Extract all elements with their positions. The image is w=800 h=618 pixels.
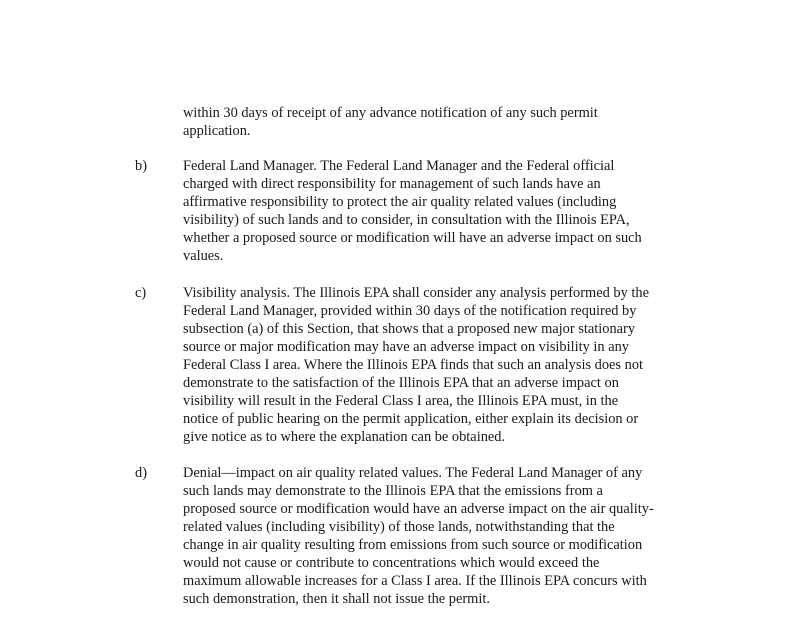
section-paragraph-c	[183, 284, 713, 446]
section-paragraph-b	[183, 157, 713, 265]
text-line: proposed source or modification would have an adverse impact on the air quality-	[183, 501, 654, 517]
text-line: change in air quality resulting from emissions from such source or modification	[183, 537, 643, 553]
text-line: Denial—impact on air quality related values. The Federal Land Manager of any	[183, 465, 643, 481]
text-line: related values (including visibility) of those lands, notwithstanding that the	[183, 519, 615, 535]
text-line: Federal Class I area. Where the Illinois EPA finds that such an analysis does not	[183, 357, 644, 373]
text-line: give notice as to where the explanation can be obtained.	[183, 429, 506, 445]
text-line: notice of public hearing on the permit application, either explain its decision or	[183, 411, 639, 427]
text-line: visibility will result in the Federal Class I area, the Illinois EPA must, in the	[183, 393, 619, 409]
text-line: such lands may demonstrate to the Illinois EPA that the emissions from a	[183, 483, 603, 499]
section-marker-c: c)	[135, 285, 147, 301]
text-line: visibility) of such lands and to consider, in consultation with the Illinois EPA,	[183, 212, 630, 228]
section-marker-b: b)	[135, 158, 147, 174]
text-line: application.	[183, 123, 251, 139]
text-line: such demonstration, then it shall not issue the permit.	[183, 591, 490, 607]
text-line: whether a proposed source or modification will have an adverse impact on such	[183, 230, 642, 246]
text-line: subsection (a) of this Section, that shows that a proposed new major stationary	[183, 321, 636, 337]
section-paragraph-d	[183, 464, 713, 608]
text-line: maximum allowable increases for a Class I area. If the Illinois EPA concurs with	[183, 573, 647, 589]
text-line: within 30 days of receipt of any advance notification of any such permit	[183, 105, 598, 121]
text-line: source or major modification may have an adverse impact on visibility in any	[183, 339, 629, 355]
text-line: values.	[183, 248, 224, 264]
continuation-paragraph	[183, 104, 713, 140]
section-marker-d: d)	[135, 465, 147, 481]
text-line: Federal Land Manager, provided within 30 days of the notification required by	[183, 303, 637, 319]
text-line: would not cause or contribute to concentrations which would exceed the	[183, 555, 600, 571]
text-line: Federal Land Manager. The Federal Land Manager and the Federal official	[183, 158, 615, 174]
text-line: charged with direct responsibility for management of such lands have an	[183, 176, 601, 192]
text-line: demonstrate to the satisfaction of the Illinois EPA that an adverse impact on	[183, 375, 619, 391]
text-line: affirmative responsibility to protect the air quality related values (including	[183, 194, 617, 210]
text-line: Visibility analysis. The Illinois EPA shall consider any analysis performed by the	[183, 285, 649, 301]
